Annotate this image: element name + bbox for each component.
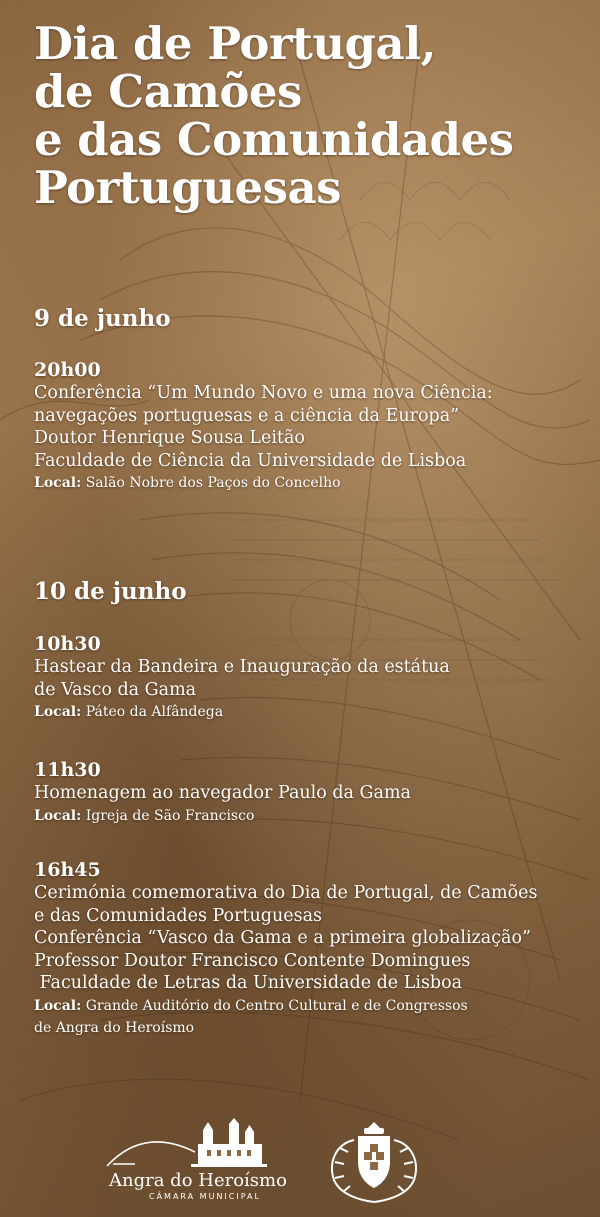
event-location xyxy=(34,472,594,494)
event-location xyxy=(34,995,594,1017)
day1-date: 9 de junho xyxy=(34,305,171,332)
event-11h30 xyxy=(34,758,594,827)
event-line: Conferência “Um Mundo Novo e uma nova Ciência: xyxy=(34,383,493,403)
event-time: 16h45 xyxy=(34,859,101,881)
event-line: Professor Doutor Francisco Contente Domingues xyxy=(34,950,471,971)
poster-title xyxy=(34,17,594,214)
event-line: Faculdade de Ciência da Universidade de Lisboa xyxy=(34,450,467,471)
title-line-4: Portuguesas xyxy=(34,161,341,214)
location-label: Local: xyxy=(34,807,82,824)
event-20h00 xyxy=(34,358,594,494)
title-line-3: e das Comunidades xyxy=(34,113,514,166)
title-line-1: Dia de Portugal, xyxy=(34,17,436,70)
location-value: Igreja de São Francisco xyxy=(85,807,255,824)
location-value: Grande Auditório do Centro Cultural e de Congressos xyxy=(85,997,468,1014)
angra-name: Angra do Heroísmo xyxy=(109,1170,287,1191)
event-16h45 xyxy=(34,858,594,1039)
angra-subtitle: CÂMARA MUNICIPAL xyxy=(149,1192,261,1201)
event-line: Cerimónia comemorativa do Dia de Portugal, de Camões xyxy=(34,883,538,903)
event-location xyxy=(34,805,594,827)
event-line: Hastear da Bandeira e Inauguração da estátua xyxy=(34,657,450,677)
event-line: Homenagem ao navegador Paulo da Gama xyxy=(34,783,411,803)
location-label: Local: xyxy=(34,704,82,720)
location-value: Salão Nobre dos Paços do Concelho xyxy=(85,475,341,491)
event-time: 10h30 xyxy=(34,633,101,655)
event-line: Doutor Henrique Sousa Leitão xyxy=(34,428,305,448)
location-label: Local: xyxy=(34,475,82,491)
event-time: 20h00 xyxy=(34,359,101,381)
location-label: Local: xyxy=(34,997,82,1014)
location-value: Páteo da Alfândega xyxy=(85,704,224,720)
angra-logo xyxy=(103,1118,287,1206)
event-location-cont: de Angra do Heroísmo xyxy=(34,1019,195,1036)
city-skyline-logo-icon xyxy=(103,1118,273,1170)
event-line: Faculdade de Letras da Universidade de Lisboa xyxy=(34,973,463,993)
coat-of-arms-icon xyxy=(318,1118,430,1206)
event-location xyxy=(34,701,594,723)
event-time: 11h30 xyxy=(34,759,101,781)
day2-date: 10 de junho xyxy=(34,578,187,605)
event-line: Conferência “Vasco da Gama e a primeira globalização” xyxy=(34,928,531,948)
event-line: de Vasco da Gama xyxy=(34,679,197,700)
event-line: e das Comunidades Portuguesas xyxy=(34,905,322,926)
event-line: navegações portuguesas e a ciência da Europa” xyxy=(34,405,460,426)
title-line-2: de Camões xyxy=(34,65,302,118)
event-10h30 xyxy=(34,632,594,723)
